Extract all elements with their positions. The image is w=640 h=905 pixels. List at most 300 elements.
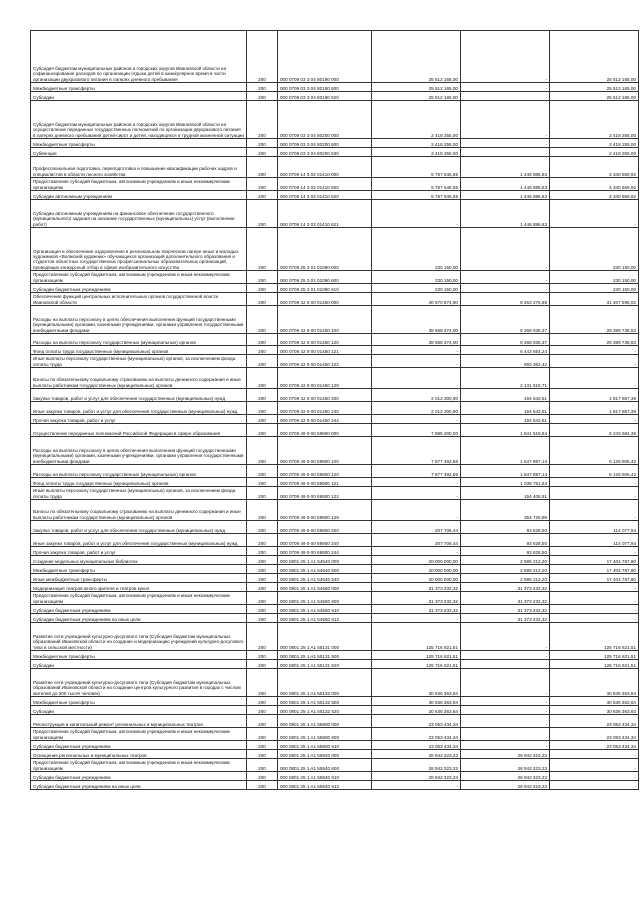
- row-line-code: 200: [247, 368, 278, 389]
- row-executed-amount: 1 446 886,63: [461, 178, 550, 191]
- row-remaining-amount: 6 129 605,42: [550, 437, 639, 465]
- row-approved-amount: -: [372, 500, 461, 521]
- row-description: Межбюджетные трансферты: [31, 651, 247, 660]
- row-remaining-amount: 23 053 434,34: [550, 728, 639, 741]
- row-approved-amount: 2 012 300,90: [372, 402, 461, 415]
- table-row: [31, 465, 639, 478]
- row-approved-amount: 125 716 621,51: [372, 651, 461, 660]
- row-budget-code: 000 0709 42 9 00 01450 129: [278, 368, 372, 389]
- row-line-code: 200: [247, 623, 278, 651]
- table-row: [31, 487, 639, 500]
- row-line-code: 200: [247, 772, 278, 781]
- row-remaining-amount: -: [550, 200, 639, 228]
- table-row: [31, 660, 639, 669]
- row-executed-amount: 2 131 618,71: [461, 368, 550, 389]
- row-executed-amount: -: [461, 706, 550, 715]
- row-description: Взносы по обязательному социальному страхованию на выплаты денежного содержания и иные выплаты работникам государственных (муниципальных) органов: [31, 500, 247, 521]
- row-approved-amount: -: [372, 781, 461, 790]
- row-executed-amount: -: [461, 83, 550, 92]
- row-description: Оснащение региональных и муниципальных театров: [31, 750, 247, 759]
- row-description: Межбюджетные трансферты: [31, 83, 247, 92]
- row-executed-amount: -: [461, 715, 550, 728]
- row-budget-code: 000 0709 14 3 02 01410 600: [278, 178, 372, 191]
- row-remaining-amount: -: [550, 368, 639, 389]
- table-row: [31, 200, 639, 228]
- row-budget-code: 000 0709 42 9 00 01450 121: [278, 346, 372, 355]
- row-remaining-amount: -: [550, 346, 639, 355]
- row-budget-code: 000 0709 49 9 00 59900 122: [278, 487, 372, 500]
- row-remaining-amount: 23 053 434,34: [550, 741, 639, 750]
- row-description: Субсидии бюджетным учреждениям на иные цели: [31, 614, 247, 623]
- row-description: Организация и обеспечение оздоровления в региональном творческом лагере юных и молодых художников «Волжский художник» обучающихся организаций дополнительного образования и студентов областных государственных профессиональных образовательных организаций, проводящих конкурсный отбор в сфере изобразительного искусства: [31, 228, 247, 271]
- row-executed-amount: 28 942 323,23: [461, 750, 550, 759]
- row-approved-amount: 230 150,00: [372, 284, 461, 293]
- row-executed-amount: 354 726,89: [461, 500, 550, 521]
- row-remaining-amount: 4 340 659,92: [550, 178, 639, 191]
- row-line-code: 200: [247, 83, 278, 92]
- row-approved-amount: 30 636 363,64: [372, 697, 461, 706]
- row-executed-amount: -: [461, 623, 550, 651]
- row-executed-amount: -: [461, 697, 550, 706]
- row-remaining-amount: -: [550, 759, 639, 772]
- row-approved-amount: 28 942 323,23: [372, 759, 461, 772]
- row-description: Фонд оплаты труда государственных (муниципальных) органов: [31, 478, 247, 487]
- row-remaining-amount: 25 512 165,00: [550, 83, 639, 92]
- row-remaining-amount: -: [550, 355, 639, 368]
- table-row: [31, 697, 639, 706]
- row-line-code: 200: [247, 284, 278, 293]
- row-approved-amount: 25 512 165,00: [372, 92, 461, 101]
- table-row: [31, 605, 639, 614]
- budget-table: [30, 30, 639, 790]
- row-budget-code: 000 0709 25 3 01 01090 000: [278, 228, 372, 271]
- row-remaining-amount: 230 150,00: [550, 228, 639, 271]
- table-row: [31, 715, 639, 728]
- row-approved-amount: 23 053 434,34: [372, 715, 461, 728]
- row-description: Расходы на выплаты персоналу государственных (муниципальных) органов: [31, 465, 247, 478]
- row-description: Осуществление переданных полномочий Российской Федерации в сфере образования: [31, 424, 247, 437]
- row-line-code: 200: [247, 178, 278, 191]
- row-line-code: 200: [247, 101, 278, 139]
- row-executed-amount: -: [461, 651, 550, 660]
- table-row: [31, 521, 639, 534]
- table-row: [31, 583, 639, 592]
- row-approved-amount: 2 418 255,00: [372, 139, 461, 148]
- row-approved-amount: 28 942 323,23: [372, 772, 461, 781]
- table-row: [31, 334, 639, 346]
- row-budget-code: 000 0801 25 1 A1 54560 600: [278, 592, 372, 605]
- row-description: Предоставление субсидий бюджетным, автономным учреждениям и иным некоммерческим организациям: [31, 178, 247, 191]
- row-budget-code: 000 0709 49 9 00 59900 244: [278, 547, 372, 556]
- table-row: [31, 706, 639, 715]
- row-approved-amount: 20 000 000,00: [372, 574, 461, 583]
- row-budget-code: 000 0709 25 3 01 01090 600: [278, 271, 372, 284]
- row-executed-amount: 154 408,61: [461, 487, 550, 500]
- row-executed-amount: 93 628,50: [461, 534, 550, 547]
- row-executed-amount: 9 268 635,37: [461, 306, 550, 334]
- row-executed-amount: -: [461, 148, 550, 157]
- row-description: Расходы на выплаты персоналу в целях обеспечения выполнения функций государственными (муниципальными) органами, казенными учреждениями, органами управления государственными внебюджетными фондами: [31, 437, 247, 465]
- row-line-code: 200: [247, 424, 278, 437]
- row-remaining-amount: 29 389 738,63: [550, 306, 639, 334]
- row-budget-code: 000 0709 14 3 02 01410 000: [278, 157, 372, 178]
- row-budget-code: 000 0709 14 3 02 01410 620: [278, 191, 372, 200]
- row-executed-amount: 28 942 323,23: [461, 781, 550, 790]
- row-line-code: 200: [247, 741, 278, 750]
- row-description: Создание модельных муниципальных библиотек: [31, 556, 247, 565]
- row-line-code: 200: [247, 415, 278, 424]
- table-row: [31, 424, 639, 437]
- row-executed-amount: 28 942 323,23: [461, 759, 550, 772]
- row-approved-amount: 2 418 255,00: [372, 148, 461, 157]
- row-budget-code: 000 0709 03 3 04 80200 000: [278, 101, 372, 139]
- row-executed-amount: 2 595 212,20: [461, 574, 550, 583]
- table-row: [31, 284, 639, 293]
- table-row: [31, 741, 639, 750]
- row-budget-code: 000 0801 25 1 A1 55840 600: [278, 759, 372, 772]
- row-budget-code: 000 0709 03 3 04 80200 530: [278, 148, 372, 157]
- row-line-code: 200: [247, 487, 278, 500]
- row-description: Развитие сети учреждений культурно-досугового типа (Субсидия бюджетам муниципальных образований Ивановской области на создание центров культурного развития в городах с числом жителей до 300 тысяч человек): [31, 669, 247, 697]
- row-executed-amount: 2 595 212,20: [461, 565, 550, 574]
- row-budget-code: 000 0709 49 9 00 59900 120: [278, 465, 372, 478]
- row-budget-code: 000 0801 25 1 A1 54540 540: [278, 574, 372, 583]
- row-executed-amount: -: [461, 669, 550, 697]
- row-description: Иные закупки товаров, работ и услуг для обеспечения государственных (муниципальных) нужд: [31, 402, 247, 415]
- table-row: [31, 500, 639, 521]
- row-executed-amount: 93 628,50: [461, 547, 550, 556]
- row-line-code: 200: [247, 334, 278, 346]
- row-remaining-amount: -: [550, 592, 639, 605]
- row-approved-amount: 207 706,44: [372, 534, 461, 547]
- row-description: Субсидии: [31, 92, 247, 101]
- row-budget-code: 000 0709 03 3 04 80190 500: [278, 83, 372, 92]
- row-line-code: 200: [247, 478, 278, 487]
- row-description: Субсидии бюджетным учреждениям: [31, 741, 247, 750]
- row-description: Субсидии бюджетным учреждениям на иные цели: [31, 781, 247, 790]
- row-budget-code: 000 0709 42 9 00 01450 120: [278, 334, 372, 346]
- row-executed-amount: -: [461, 228, 550, 271]
- row-line-code: 200: [247, 605, 278, 614]
- row-description: Расходы на выплаты персоналу в целях обеспечения выполнения функций государственными (муниципальными) органами, казенными учреждениями, органами управления государственными внебюджетными фондами: [31, 306, 247, 334]
- row-budget-code: 000 0709 03 3 04 80190 520: [278, 92, 372, 101]
- row-line-code: 200: [247, 271, 278, 284]
- table-row: [31, 651, 639, 660]
- row-line-code: 200: [247, 660, 278, 669]
- row-remaining-amount: -: [550, 781, 639, 790]
- row-approved-amount: 7 677 492,56: [372, 437, 461, 465]
- table-row: [31, 759, 639, 772]
- row-remaining-amount: 17 404 787,80: [550, 556, 639, 565]
- row-approved-amount: 125 716 621,51: [372, 660, 461, 669]
- row-executed-amount: 6 443 654,24: [461, 346, 550, 355]
- row-remaining-amount: 4 340 659,92: [550, 157, 639, 178]
- row-description: Модернизация театров юного зрителя и театров кукол: [31, 583, 247, 592]
- row-line-code: 200: [247, 750, 278, 759]
- row-approved-amount: -: [372, 355, 461, 368]
- row-budget-code: 000 0801 25 1 A1 55131 000: [278, 623, 372, 651]
- table-row: [31, 31, 639, 83]
- row-remaining-amount: 1 817 657,39: [550, 389, 639, 402]
- table-row: [31, 565, 639, 574]
- row-description: Межбюджетные трансферты: [31, 697, 247, 706]
- row-budget-code: 000 0709 49 9 00 59900 000: [278, 424, 372, 437]
- row-line-code: 200: [247, 191, 278, 200]
- table-row: [31, 728, 639, 741]
- table-row: [31, 92, 639, 101]
- row-remaining-amount: 25 512 165,00: [550, 31, 639, 83]
- row-executed-amount: 693 362,42: [461, 355, 550, 368]
- row-line-code: 200: [247, 574, 278, 583]
- row-remaining-amount: 2 418 255,00: [550, 101, 639, 139]
- table-row: [31, 437, 639, 465]
- table-row: [31, 83, 639, 92]
- row-approved-amount: 5 787 546,55: [372, 191, 461, 200]
- row-budget-code: 000 0709 49 9 00 59900 200: [278, 521, 372, 534]
- row-line-code: 200: [247, 437, 278, 465]
- table-row: [31, 148, 639, 157]
- row-budget-code: 000 0709 49 9 00 59900 129: [278, 500, 372, 521]
- row-description: Взносы по обязательному социальному страхованию на выплаты денежного содержания и иные выплаты работникам государственных (муниципальных) органов: [31, 368, 247, 389]
- row-line-code: 200: [247, 728, 278, 741]
- table-row: [31, 534, 639, 547]
- row-budget-code: 000 0801 25 1 A1 54540 000: [278, 556, 372, 565]
- row-remaining-amount: -: [550, 772, 639, 781]
- row-budget-code: 000 0801 25 1 A1 55800 610: [278, 741, 372, 750]
- row-budget-code: 000 0801 25 1 A1 55800 000: [278, 715, 372, 728]
- row-description: Иные выплаты персоналу государственных (муниципальных) органов, за исключением фонда оплаты труда: [31, 487, 247, 500]
- row-executed-amount: 31 373 232,32: [461, 605, 550, 614]
- row-executed-amount: 31 373 232,32: [461, 583, 550, 592]
- row-executed-amount: -: [461, 139, 550, 148]
- table-row: [31, 306, 639, 334]
- row-description: Субсидия бюджетам муниципальных районов и городских округов Ивановской области на осуществление переданных государственных полномочий по организации двухразового питания в лагерях дневного пребывания детей-сирот и детей, находящихся в трудной жизненной ситуации: [31, 101, 247, 139]
- table-row: [31, 101, 639, 139]
- table-row: [31, 271, 639, 284]
- row-approved-amount: 28 942 323,23: [372, 750, 461, 759]
- row-line-code: 200: [247, 583, 278, 592]
- row-remaining-amount: 2 418 255,00: [550, 139, 639, 148]
- row-description: Субсидии бюджетным учреждениям: [31, 284, 247, 293]
- row-line-code: 200: [247, 669, 278, 697]
- table-row: [31, 614, 639, 623]
- row-approved-amount: -: [372, 415, 461, 424]
- row-budget-code: 000 0709 25 3 01 01090 610: [278, 284, 372, 293]
- row-description: Развитие сети учреждений культурно-досугового типа (Субсидия бюджетам муниципальных образований Ивановской области на создание и модернизацию учреждений культурно-досугового типа в сельской местности): [31, 623, 247, 651]
- table-row: [31, 623, 639, 651]
- row-approved-amount: 25 512 165,00: [372, 31, 461, 83]
- row-budget-code: 000 0801 25 1 A1 55132 000: [278, 669, 372, 697]
- row-budget-code: 000 0801 25 1 A1 54560 000: [278, 583, 372, 592]
- row-remaining-amount: 125 716 621,51: [550, 660, 639, 669]
- row-line-code: 200: [247, 355, 278, 368]
- row-line-code: 200: [247, 148, 278, 157]
- row-remaining-amount: 29 389 738,63: [550, 334, 639, 346]
- row-approved-amount: 5 787 546,55: [372, 178, 461, 191]
- row-description: Реконструкция и капитальный ремонт региональных и муниципальных театров: [31, 715, 247, 728]
- row-budget-code: 000 0709 42 9 00 01450 100: [278, 306, 372, 334]
- row-approved-amount: 31 373 232,32: [372, 583, 461, 592]
- row-remaining-amount: -: [550, 415, 639, 424]
- row-description: Предоставление субсидий бюджетным, автономным учреждениям и иным некоммерческим организациям: [31, 271, 247, 284]
- row-approved-amount: -: [372, 368, 461, 389]
- row-remaining-amount: 17 404 787,80: [550, 574, 639, 583]
- row-remaining-amount: 30 636 363,64: [550, 706, 639, 715]
- row-line-code: 200: [247, 92, 278, 101]
- row-budget-code: 000 0801 25 1 A1 55131 500: [278, 651, 372, 660]
- row-description: Предоставление субсидий бюджетным, автономным учреждениям и иным некоммерческим организациям: [31, 592, 247, 605]
- row-description: Профессиональная подготовка, переподготовка и повышение квалификации рабочих кадров и специалистов в области лесного хозяйства: [31, 157, 247, 178]
- row-description: Прочая закупка товаров, работ и услуг: [31, 415, 247, 424]
- row-description: Субсидии автономным учреждениям: [31, 191, 247, 200]
- row-approved-amount: 30 636 363,64: [372, 706, 461, 715]
- row-executed-amount: -: [461, 660, 550, 669]
- table-row: [31, 346, 639, 355]
- row-budget-code: 000 0801 25 1 A1 54540 500: [278, 565, 372, 574]
- row-approved-amount: 2 012 300,90: [372, 389, 461, 402]
- row-description: Межбюджетные трансферты: [31, 565, 247, 574]
- table-row: [31, 178, 639, 191]
- row-executed-amount: 31 373 232,32: [461, 592, 550, 605]
- row-budget-code: 000 0801 25 1 A1 55132 520: [278, 706, 372, 715]
- row-budget-code: 000 0801 25 1 A1 55840 610: [278, 772, 372, 781]
- row-approved-amount: 40 670 874,90: [372, 293, 461, 306]
- table-row: [31, 478, 639, 487]
- row-remaining-amount: 1 817 657,39: [550, 402, 639, 415]
- row-budget-code: 000 0709 42 9 00 01450 122: [278, 355, 372, 368]
- row-budget-code: 000 0709 49 9 00 59900 121: [278, 478, 372, 487]
- row-line-code: 200: [247, 547, 278, 556]
- row-line-code: 200: [247, 759, 278, 772]
- row-executed-amount: -: [461, 271, 550, 284]
- row-remaining-amount: 114 077,94: [550, 534, 639, 547]
- row-executed-amount: 194 643,51: [461, 415, 550, 424]
- row-approved-amount: 5 787 546,55: [372, 157, 461, 178]
- row-executed-amount: 9 268 635,37: [461, 334, 550, 346]
- row-remaining-amount: 6 129 605,42: [550, 465, 639, 478]
- row-line-code: 200: [247, 465, 278, 478]
- row-remaining-amount: 6 243 684,36: [550, 424, 639, 437]
- table-row: [31, 157, 639, 178]
- row-approved-amount: 31 373 232,32: [372, 592, 461, 605]
- row-budget-code: 000 0709 03 3 04 80200 500: [278, 139, 372, 148]
- row-line-code: 200: [247, 534, 278, 547]
- row-line-code: 200: [247, 139, 278, 148]
- row-remaining-amount: 25 512 165,00: [550, 92, 639, 101]
- row-approved-amount: 7 677 492,56: [372, 465, 461, 478]
- budget-table-body: [31, 31, 639, 790]
- row-budget-code: 000 0709 42 9 00 01450 244: [278, 415, 372, 424]
- row-description: Иные выплаты персоналу государственных (муниципальных) органов, за исключением фонда оплаты труда: [31, 355, 247, 368]
- row-executed-amount: 1 547 887,14: [461, 437, 550, 465]
- row-description: Субсидии бюджетным учреждениям: [31, 772, 247, 781]
- row-approved-amount: 230 150,00: [372, 228, 461, 271]
- row-approved-amount: 23 053 434,34: [372, 728, 461, 741]
- table-row: [31, 228, 639, 271]
- table-row: [31, 750, 639, 759]
- row-executed-amount: 1 446 886,63: [461, 200, 550, 228]
- row-description: Субсидии бюджетным учреждениям: [31, 605, 247, 614]
- row-executed-amount: 93 628,50: [461, 521, 550, 534]
- row-line-code: 200: [247, 306, 278, 334]
- table-row: [31, 368, 639, 389]
- row-remaining-amount: -: [550, 547, 639, 556]
- row-description: Иные межбюджетные трансферты: [31, 574, 247, 583]
- row-executed-amount: 1 641 515,64: [461, 424, 550, 437]
- table-row: [31, 592, 639, 605]
- row-executed-amount: -: [461, 284, 550, 293]
- row-description: Субсидии автономным учреждениям на финансовое обеспечение государственного (муниципального) задания на оказание государственных (муниципальных) услуг (выполнение работ): [31, 200, 247, 228]
- table-row: [31, 547, 639, 556]
- row-approved-amount: -: [372, 614, 461, 623]
- row-line-code: 200: [247, 293, 278, 306]
- row-line-code: 200: [247, 500, 278, 521]
- row-approved-amount: 25 512 165,00: [372, 83, 461, 92]
- row-approved-amount: -: [372, 547, 461, 556]
- row-description: Обеспечение функций центральных исполнительных органов государственной власти Ивановской области: [31, 293, 247, 306]
- row-line-code: 200: [247, 697, 278, 706]
- row-approved-amount: 31 373 232,32: [372, 605, 461, 614]
- table-row: [31, 772, 639, 781]
- row-remaining-amount: 23 053 434,34: [550, 715, 639, 728]
- row-executed-amount: 31 373 232,32: [461, 614, 550, 623]
- table-row: [31, 355, 639, 368]
- row-executed-amount: 9 463 278,88: [461, 293, 550, 306]
- row-line-code: 200: [247, 706, 278, 715]
- row-line-code: 200: [247, 346, 278, 355]
- row-budget-code: 000 0709 14 3 02 01410 621: [278, 200, 372, 228]
- table-row: [31, 781, 639, 790]
- row-remaining-amount: 30 636 363,64: [550, 697, 639, 706]
- row-line-code: 200: [247, 157, 278, 178]
- row-remaining-amount: -: [550, 487, 639, 500]
- row-description: Иные закупки товаров, работ и услуг для обеспечения государственных (муниципальных) нужд: [31, 534, 247, 547]
- row-line-code: 200: [247, 200, 278, 228]
- row-budget-code: 000 0801 25 1 A1 55840 612: [278, 781, 372, 790]
- row-approved-amount: 2 418 255,00: [372, 101, 461, 139]
- row-executed-amount: 194 643,51: [461, 402, 550, 415]
- row-line-code: 200: [247, 402, 278, 415]
- row-budget-code: 000 0801 25 1 A1 55132 500: [278, 697, 372, 706]
- row-remaining-amount: 230 150,00: [550, 271, 639, 284]
- row-budget-code: 000 0801 25 1 A1 55840 000: [278, 750, 372, 759]
- row-remaining-amount: -: [550, 614, 639, 623]
- row-description: Закупка товаров, работ и услуг для обеспечения государственных (муниципальных) нужд: [31, 521, 247, 534]
- row-remaining-amount: 31 407 596,02: [550, 293, 639, 306]
- row-description: Субсидии: [31, 706, 247, 715]
- table-row: [31, 402, 639, 415]
- row-budget-code: 000 0709 49 9 00 59900 240: [278, 534, 372, 547]
- row-executed-amount: -: [461, 92, 550, 101]
- row-line-code: 200: [247, 715, 278, 728]
- row-description: Субсидия бюджетам муниципальных районов и городских округов Ивановской области на софинансирование расходов по организации отдыха детей в каникулярное время в части организации двухразового питания в лагерях дневного пребывания: [31, 31, 247, 83]
- row-description: Межбюджетные трансферты: [31, 139, 247, 148]
- row-remaining-amount: -: [550, 605, 639, 614]
- row-executed-amount: -: [461, 101, 550, 139]
- row-approved-amount: 230 150,00: [372, 271, 461, 284]
- row-remaining-amount: -: [550, 478, 639, 487]
- row-approved-amount: -: [372, 487, 461, 500]
- row-line-code: 200: [247, 31, 278, 83]
- row-remaining-amount: 125 716 621,51: [550, 623, 639, 651]
- row-line-code: 200: [247, 521, 278, 534]
- table-row: [31, 293, 639, 306]
- row-line-code: 200: [247, 228, 278, 271]
- row-executed-amount: 1 547 887,14: [461, 465, 550, 478]
- row-executed-amount: 1 446 886,63: [461, 157, 550, 178]
- row-approved-amount: 7 885 200,00: [372, 424, 461, 437]
- row-executed-amount: 28 942 323,23: [461, 772, 550, 781]
